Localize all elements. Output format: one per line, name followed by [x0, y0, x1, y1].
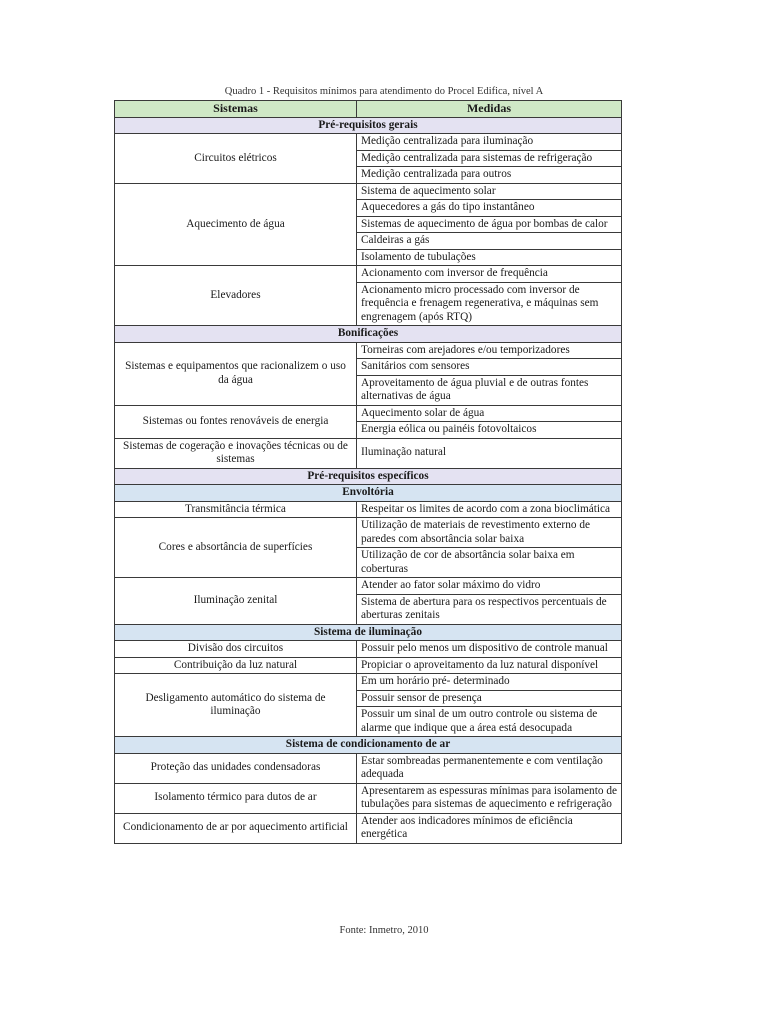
sistema-cell: Sistemas e equipamentos que racionalizem o uso da água [115, 342, 357, 405]
medida-cell: Propiciar o aproveitamento da luz natural disponível [357, 657, 622, 674]
sistema-cell: Elevadores [115, 266, 357, 326]
table-row [115, 813, 622, 843]
section-row [115, 624, 622, 641]
medida-cell: Energia eólica ou painéis fotovoltaicos [357, 422, 622, 439]
table-row [115, 134, 622, 151]
section-title: Pré-requisitos gerais [115, 117, 622, 134]
sistema-cell: Cores e absortância de superfícies [115, 518, 357, 578]
section-title: Pré-requisitos específicos [115, 468, 622, 485]
table-row [115, 518, 622, 548]
sistema-cell: Iluminação zenital [115, 578, 357, 625]
sistema-cell: Divisão dos circuitos [115, 641, 357, 658]
table-row [115, 266, 622, 283]
header-row [115, 101, 622, 118]
medida-cell: Caldeiras a gás [357, 233, 622, 250]
medida-cell: Estar sombreadas permanentemente e com ventilação adequada [357, 753, 622, 783]
sistema-cell: Transmitância térmica [115, 501, 357, 518]
medida-cell: Medição centralizada para iluminação [357, 134, 622, 151]
medida-cell: Respeitar os limites de acordo com a zona bioclimática [357, 501, 622, 518]
medida-cell: Medição centralizada para sistemas de refrigeração [357, 150, 622, 167]
table-row [115, 183, 622, 200]
medida-cell: Acionamento micro processado com inversor de frequência e frenagem regenerativa, e máquinas sem engrenagem (após RTQ) [357, 282, 622, 326]
sistema-cell: Circuitos elétricos [115, 134, 357, 184]
medida-cell: Acionamento com inversor de frequência [357, 266, 622, 283]
header-sistemas: Sistemas [115, 101, 357, 118]
section-title: Envoltória [115, 485, 622, 502]
table-row [115, 501, 622, 518]
sistema-cell: Sistemas ou fontes renováveis de energia [115, 405, 357, 438]
section-row [115, 468, 622, 485]
section-row [115, 485, 622, 502]
medida-cell: Aproveitamento de água pluvial e de outras fontes alternativas de água [357, 375, 622, 405]
sistema-cell: Proteção das unidades condensadoras [115, 753, 357, 783]
medida-cell: Possuir pelo menos um dispositivo de controle manual [357, 641, 622, 658]
medida-cell: Possuir sensor de presença [357, 690, 622, 707]
sistema-cell: Aquecimento de água [115, 183, 357, 266]
table-row [115, 405, 622, 422]
section-title: Sistema de condicionamento de ar [115, 737, 622, 754]
medida-cell: Atender ao fator solar máximo do vidro [357, 578, 622, 595]
medida-cell: Utilização de cor de absortância solar baixa em coberturas [357, 548, 622, 578]
table-row [115, 578, 622, 595]
medida-cell: Sistema de aquecimento solar [357, 183, 622, 200]
sistema-cell: Desligamento automático do sistema de iluminação [115, 674, 357, 737]
medida-cell: Sistemas de aquecimento de água por bombas de calor [357, 216, 622, 233]
sistema-cell: Contribuição da luz natural [115, 657, 357, 674]
table-row [115, 674, 622, 691]
table-caption: Quadro 1 - Requisitos mínimos para atendimento do Procel Edifica, nível A [224, 86, 544, 97]
table-row [115, 753, 622, 783]
table-body [115, 117, 622, 843]
medida-cell: Iluminação natural [357, 438, 622, 468]
section-title: Sistema de iluminação [115, 624, 622, 641]
table-row [115, 641, 622, 658]
table-row [115, 783, 622, 813]
medida-cell: Apresentarem as espessuras mínimas para isolamento de tubulações para sistemas de aquecimento e refrigeração [357, 783, 622, 813]
table-row [115, 342, 622, 359]
section-row [115, 117, 622, 134]
sistema-cell: Isolamento térmico para dutos de ar [115, 783, 357, 813]
medida-cell: Isolamento de tubulações [357, 249, 622, 266]
sistema-cell: Condicionamento de ar por aquecimento artificial [115, 813, 357, 843]
requirements-table [114, 100, 622, 844]
section-title: Bonificações [115, 326, 622, 343]
medida-cell: Sanitários com sensores [357, 359, 622, 376]
table-row [115, 438, 622, 468]
medida-cell: Aquecedores a gás do tipo instantâneo [357, 200, 622, 217]
sistema-cell: Sistemas de cogeração e inovações técnicas ou de sistemas [115, 438, 357, 468]
medida-cell: Atender aos indicadores mínimos de eficiência energética [357, 813, 622, 843]
medida-cell: Torneiras com arejadores e/ou temporizadores [357, 342, 622, 359]
medida-cell: Utilização de materiais de revestimento externo de paredes com absortância solar baixa [357, 518, 622, 548]
table-source: Fonte: Inmetro, 2010 [339, 925, 429, 936]
section-row [115, 326, 622, 343]
medida-cell: Sistema de abertura para os respectivos percentuais de aberturas zenitais [357, 594, 622, 624]
header-medidas: Medidas [357, 101, 622, 118]
medida-cell: Possuir um sinal de um outro controle ou sistema de alarme que indique que a área está desocupada [357, 707, 622, 737]
medida-cell: Em um horário pré- determinado [357, 674, 622, 691]
medida-cell: Medição centralizada para outros [357, 167, 622, 184]
table-row [115, 657, 622, 674]
medida-cell: Aquecimento solar de água [357, 405, 622, 422]
section-row [115, 737, 622, 754]
